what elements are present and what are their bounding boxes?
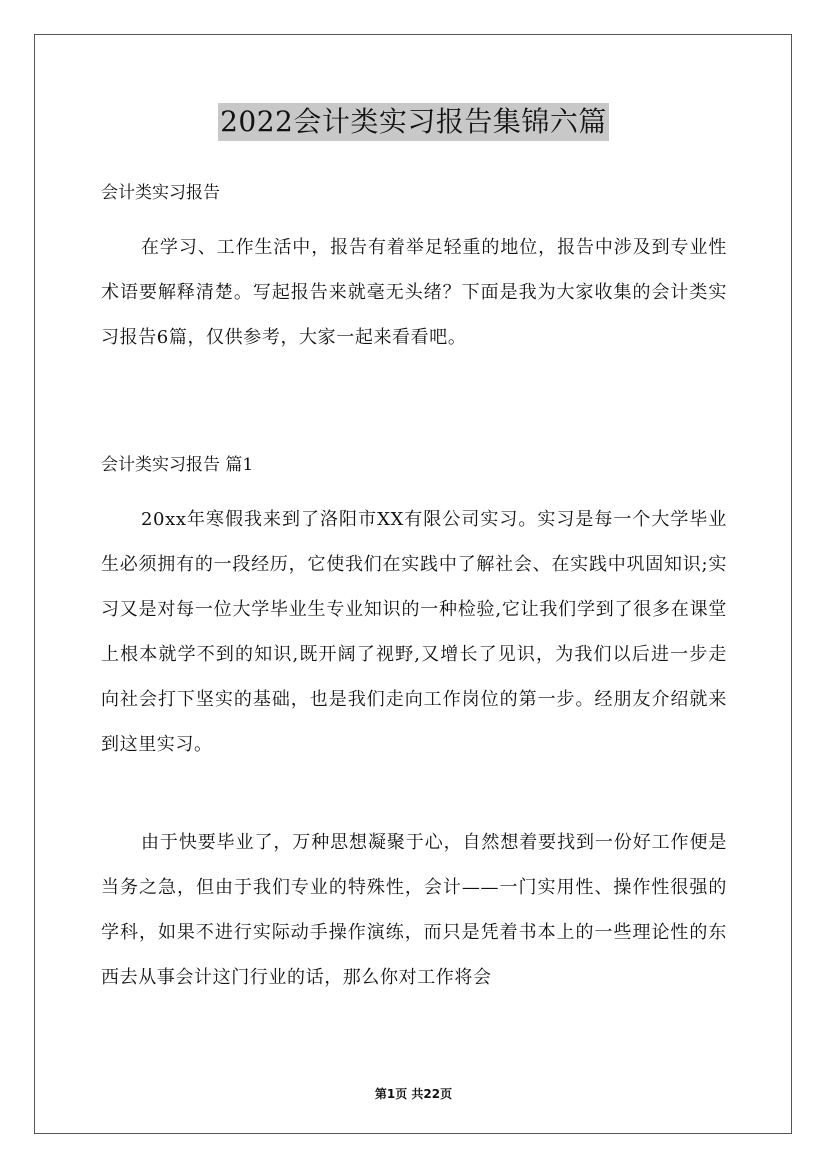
body-paragraph-1: 20xx年寒假我来到了洛阳市XX有限公司实习。实习是每一个大学毕业生必须拥有的一段经历，它使我们在实践中了解社会、在实践中巩固知识;实习又是对每一位大学毕业生专业知识的一种检验,它让我们学到了很多在课堂上根本就学不到的知识,既开阔了视野,又增长了见识，为我们以后进一步走向社会打下坚实的基础，也是我们走向工作岗位的第一步。经朋友介绍就来到这里实习。 [101,509,727,755]
intro-paragraph: 在学习、工作生活中，报告有着举足轻重的地位，报告中涉及到专业性术语要解释清楚。写起报告来就毫无头绪？下面是我为大家收集的会计类实习报告6篇，仅供参考，大家一起来看看吧。 [101,237,727,348]
body-paragraph-2: 由于快要毕业了，万种思想凝聚于心，自然想着要找到一份好工作便是当务之急，但由于我们专业的特殊性，会计——一门实用性、操作性很强的学科，如果不进行实际动手操作演练，而只是凭着书本上的一些理论性的东西去从事会计这门行业的话，那么你对工作将会 [101,832,727,988]
document-title-text: 2022会计类实习报告集锦六篇 [218,103,609,141]
document-title [0,103,827,141]
section-heading: 会计类实习报告 [101,183,220,203]
page-footer: 第1页 共22页 [374,1087,453,1101]
article-heading: 会计类实习报告 篇1 [101,455,254,475]
